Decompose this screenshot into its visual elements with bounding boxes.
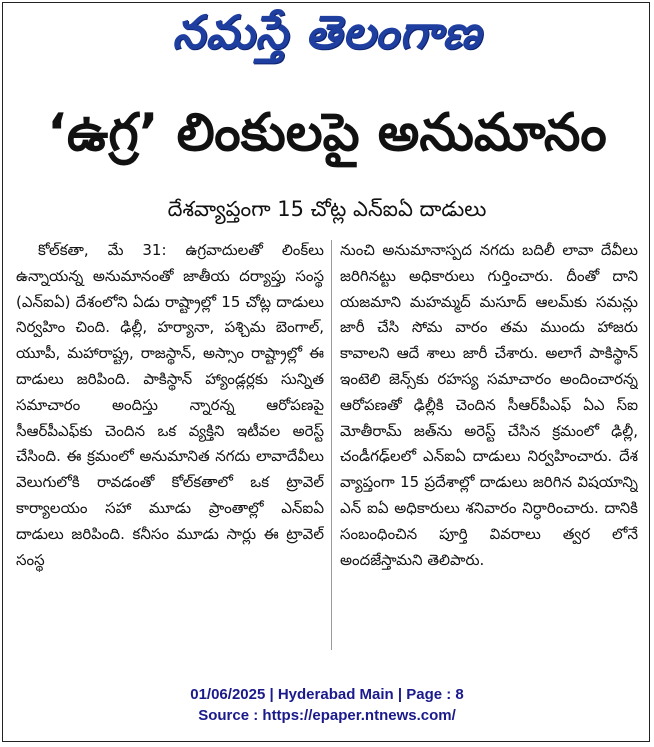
article-body-right: నుంచి అనుమానాస్పద నగదు బదిలీ లావా దేవీలు జరిగినట్టు అధికారులు గుర్తించారు. దీంతో దాని యజమాని మహమ్మద్ మసూద్ ఆలమ్‌కు సమన్లు జారీ చేసి సోమ వారం తమ ముందు హాజరు కావాలని ఆదే శాలు జారీ చేశారు. అలాగే పాకిస్థాన్ ఇంటెలి జెన్స్‌కు రహస్య సమాచారం అందించారన్న ఆరోపణతో ఢిల్లీకి చెందిన సీఆర్‌పీఎఫ్ ఏఎ స్ఐ మోతీరామ్ జత్‌ను అరెస్ట్ చేసిన క్రమంలో ఢిల్లీ, చండీగఢ్‌లలో ఎన్‌ఐఏ దాడులు నిర్వహించారు. దేశ వ్యాప్తంగా 15 ప్రదేశాల్లో దాడులు జరిగిన విషయాన్ని ఎన్ ఐఏ అధికారులు శనివారం నిర్ధారించారు. దానికి సంబంధించిన పూర్తి వివరాలు త్వర లోనే అందజేస్తామని తెలిపారు. (340, 241, 638, 569)
page-footer (0, 684, 654, 726)
newspaper-masthead: నమస్తే తెలంగాణ (172, 5, 482, 59)
article-column-right (340, 238, 638, 658)
article-headline: ‘ఉగ్ర’ లింకులపై అనుమానం (47, 102, 607, 163)
article-subheadline: దేశవ్యాప్తంగా 15 చోట్ల ఎన్‌ఐఏ దాడులు (167, 197, 487, 221)
article-column-left (16, 238, 324, 658)
source-link[interactable]: Source : https://epaper.ntnews.com/ (198, 707, 456, 724)
edition-info: 01/06/2025 | Hyderabad Main | Page : 8 (190, 686, 464, 703)
column-divider (331, 240, 332, 650)
article-body-left: కోల్‌కతా, మే 31: ఉగ్రవాదులతో లింక్‌లు ఉన్నాయన్న అనుమానంతో జాతీయ దర్యాప్తు సంస్థ (ఎన్‌ఐఏ) దేశంలోని ఏడు రాష్ట్రాల్లో 15 చోట్ల దాడులు నిర్వహిం చింది. ఢిల్లీ, హర్యానా, పశ్చిమ బెంగాల్, యూపీ, మహారాష్ట్ర, రాజస్థాన్, అస్సాం రాష్ట్రాల్లో ఈ దాడులు జరిపింది. పాకిస్థాన్ హ్యాండ్లర్లకు సున్నిత సమాచారం అందిస్తు న్నారన్న ఆరోపణపై సీఆర్‌పీఎఫ్‌కు చెందిన ఒక వ్యక్తిని ఇటీవల అరెస్ట్ చేసింది. ఈ క్రమంలో అనుమానిత నగదు లావాదేవీలు వెలుగులోకి రావడంతో కోల్‌కతాలో ఒక ట్రావెల్ కార్యాలయం సహా మూడు ప్రాంతాల్లో ఎన్‌ఐఏ దాడులు జరిపింది. కనీసం మూడు సార్లు ఈ ట్రావెల్ సంస్థ (16, 241, 324, 569)
